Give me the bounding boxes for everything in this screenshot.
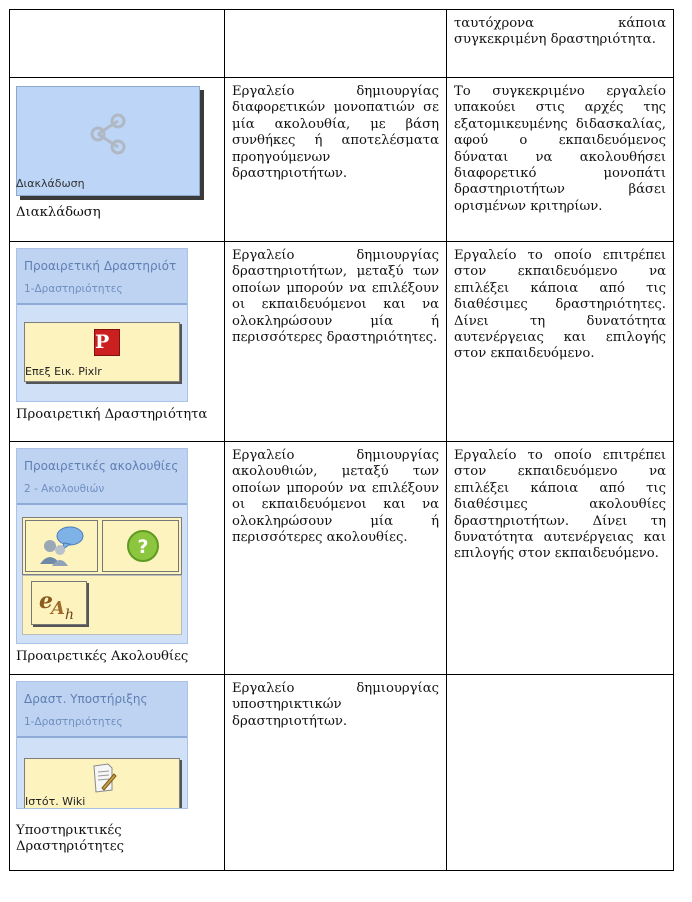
sequence-row xyxy=(22,575,182,635)
sequence-cell xyxy=(102,520,179,572)
notes-cell: Εργαλείο το οποίο επιτρέπει στον εκπαιδευόμενο να επιλέξει κάποια από τις διαθέσιμες δραστηριότητες. Δίνει τη δυνατότητα αυτενέργειας και επιλογής στον εκπαιδευόμενο. xyxy=(447,242,674,442)
description-cell: Εργαλείο δημιουργίας υποστηρικτικών δραστηριοτήτων. xyxy=(225,675,447,871)
notes-cell: Εργαλείο το οποίο επιτρέπει στον εκπαιδευόμενο να επιλέξει κάποια από τις διαθέσιμες ακολουθίες δραστηριοτήτων. Δίνει τη δυνατότητα αυτενέργειας και επιλογής στον εκπαιδευόμενο. xyxy=(447,442,674,675)
sequence-cell xyxy=(31,581,87,625)
tool-caption: Υποστηρικτικές Δραστηριότητες xyxy=(16,823,124,855)
notes-cell: ταυτόχρονα κάποια συγκεκριμένη δραστηριότητα. xyxy=(447,10,674,78)
description-cell xyxy=(225,10,447,78)
tool-cell xyxy=(10,78,225,242)
svg-text:A: A xyxy=(51,598,65,619)
tool-caption: Προαιρετική Δραστηριότητα xyxy=(16,407,208,422)
activity-box xyxy=(24,322,180,382)
description-cell: Εργαλείο δημιουργίας ακολουθιών, μεταξύ των οποίων μπορούν να επιλέξουν οι εκπαιδευόμενοι και να ολοκληρώσουν μία ή περισσότερες ακολουθίες. xyxy=(225,442,447,675)
notes-cell xyxy=(447,675,674,871)
tool-cell xyxy=(10,10,225,78)
panel-subtitle: 1-Δραστηριότητες xyxy=(24,716,123,728)
panel-subtitle: 2 - Ακολουθιών xyxy=(24,483,105,495)
panel-title: Δραστ. Υποστήριξης xyxy=(24,692,148,706)
svg-text:e: e xyxy=(39,588,53,614)
table-row xyxy=(10,242,674,442)
tool-cell xyxy=(10,242,225,442)
tool-caption: Διακλάδωση xyxy=(16,205,101,220)
panel-subtitle: 1-Δραστηριότητες xyxy=(24,283,123,295)
table-row xyxy=(10,675,674,871)
activity-label: Ιστότ. Wiki xyxy=(25,795,86,808)
table-row xyxy=(10,442,674,675)
svg-text:h: h xyxy=(65,607,75,623)
thumbnail-label: Διακλάδωση xyxy=(16,177,85,190)
tools-table xyxy=(9,9,674,871)
tool-caption: Προαιρετικές Ακολουθίες xyxy=(16,649,189,664)
share-branch-icon xyxy=(88,112,130,156)
activity-box xyxy=(24,758,180,809)
description-cell: Εργαλείο δημιουργίας διαφορετικών μονοπατιών σε μία ακολουθία, με βάση συνθήκες ή αποτελέσματα προηγούμενων δραστηριοτήτων. xyxy=(225,78,447,242)
panel-title: Προαιρετικές ακολουθίες xyxy=(24,459,179,473)
help-question-icon xyxy=(123,526,163,566)
support-activity-thumbnail xyxy=(16,681,188,809)
branching-thumbnail xyxy=(16,86,204,200)
description-cell: Εργαλείο δημιουργίας δραστηριοτήτων, μεταξύ των οποίων μπορούν να επιλέξουν οι εκπαιδευόμενοι και να ολοκληρώσουν μία ή περισσότερες δραστηριότητες. xyxy=(225,242,447,442)
tool-cell xyxy=(10,442,225,675)
wiki-page-icon xyxy=(88,762,118,794)
panel-title: Προαιρετική Δραστηριότ xyxy=(24,259,177,273)
svg-text:?: ? xyxy=(137,536,149,558)
activity-label: Επεξ Εικ. Pixlr xyxy=(25,365,102,378)
table-row xyxy=(10,10,674,78)
optional-activity-thumbnail xyxy=(16,248,188,402)
table-row xyxy=(10,78,674,242)
sequence-cell xyxy=(25,520,98,572)
chat-people-icon xyxy=(32,524,92,570)
sequence-row xyxy=(22,517,182,575)
ea-translate-icon xyxy=(35,584,85,624)
notes-cell: Το συγκεκριμένο εργαλείο υπακούει στις αρχές της εξατομικευμένης διδασκαλίας, αφού ο εκπαιδευόμενος δύναται να ακολουθήσει διαφορετικό μονοπάτι δραστηριοτήτων βάσει ορισμένων κριτηρίων. xyxy=(447,78,674,242)
tool-cell xyxy=(10,675,225,871)
optional-sequences-thumbnail xyxy=(16,448,188,644)
pixlr-icon: P xyxy=(94,329,120,356)
